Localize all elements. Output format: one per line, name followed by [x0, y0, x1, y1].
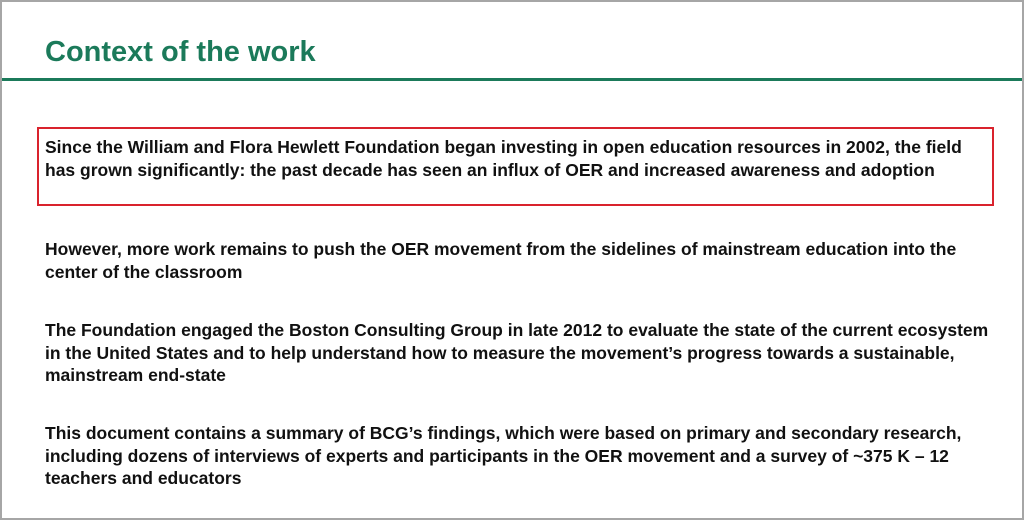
title-divider [2, 78, 1022, 81]
paragraph-bcg-engagement: The Foundation engaged the Boston Consulting Group in late 2012 to evaluate the state of the current ecosystem in the United States and to help understand how to measure the movement’s progress towards a sustainable, mainstream end-state [45, 320, 989, 385]
paragraph-document-summary: This document contains a summary of BCG’s findings, which were based on primary and secondary research, including dozens of interviews of experts and participants in the OER movement and a survey of ~375 K – 12 teachers and educators [45, 423, 962, 488]
slide-title: Context of the work [45, 36, 316, 68]
paragraph-remaining-work: However, more work remains to push the OER movement from the sidelines of mainstream education into the center of the classroom [45, 239, 957, 282]
paragraph-intro: Since the William and Flora Hewlett Foundation began investing in open education resources in 2002, the field has grown significantly: the past decade has seen an influx of OER and increased awareness and adoption [45, 137, 962, 180]
